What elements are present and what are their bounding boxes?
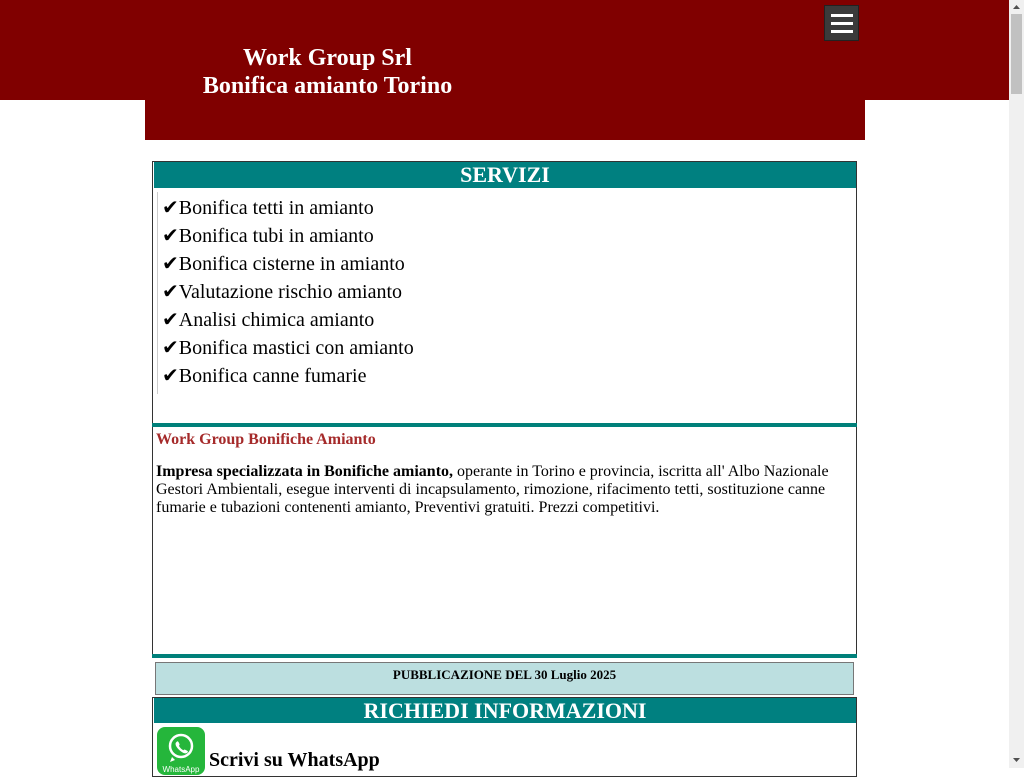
site-title[interactable] [145, 44, 510, 100]
section-divider [152, 423, 857, 427]
check-icon: ✔ [162, 365, 179, 387]
whatsapp-link[interactable]: Scrivi su WhatsApp [209, 749, 380, 771]
whatsapp-icon-text: WhatsApp [162, 765, 200, 774]
service-item[interactable]: ✔Bonifica canne fumarie [162, 365, 367, 387]
menu-icon-bar [831, 14, 853, 17]
menu-icon-bar [831, 30, 853, 33]
check-icon: ✔ [162, 337, 179, 359]
scroll-down-button[interactable] [1009, 752, 1024, 768]
service-item[interactable]: ✔Valutazione rischio amianto [162, 281, 403, 303]
site-title-line1[interactable]: Work Group Srl [243, 45, 412, 71]
contact-heading: RICHIEDI INFORMAZIONI [154, 698, 856, 723]
intro-title: Work Group Bonifiche Amianto [156, 431, 376, 448]
service-item[interactable]: ✔Bonifica mastici con amianto [162, 337, 414, 359]
check-icon: ✔ [162, 225, 179, 247]
check-icon: ✔ [162, 197, 179, 219]
menu-icon-bar [831, 22, 853, 25]
service-item[interactable]: ✔Analisi chimica amianto [162, 309, 375, 331]
intro-bold: Impresa specializzata in Bonifiche amianto, [156, 463, 454, 480]
check-icon: ✔ [162, 281, 179, 303]
publication-date-box: PUBBLICAZIONE DEL 30 Luglio 2025 [155, 662, 854, 695]
hamburger-menu-button[interactable] [824, 5, 859, 41]
services-divider [157, 192, 159, 394]
intro-text [156, 463, 846, 517]
scroll-up-button[interactable] [1009, 0, 1024, 14]
service-item[interactable]: ✔Bonifica tetti in amianto [162, 197, 374, 219]
intro-body: operante in Torino e provincia, iscritta all' Albo Nazionale Gestori Ambientali, esegue interventi di incapsulamento, rimozione, rifacimento tetti, sostituzione canne fumarie e tubazioni contenenti amianto, Preventivi gratuiti. Prezzi competitivi. [156, 463, 829, 516]
section-divider [152, 654, 857, 658]
scrollbar-track[interactable] [1009, 0, 1024, 768]
service-item[interactable]: ✔Bonifica cisterne in amianto [162, 253, 405, 275]
services-heading: SERVIZI [154, 162, 856, 188]
check-icon: ✔ [162, 309, 179, 331]
site-title-line2[interactable]: Bonifica amianto Torino [202, 73, 453, 99]
services-list [162, 194, 414, 390]
service-item[interactable]: ✔Bonifica tubi in amianto [162, 225, 374, 247]
scrollbar-thumb[interactable] [1011, 14, 1022, 94]
check-icon: ✔ [162, 253, 179, 275]
